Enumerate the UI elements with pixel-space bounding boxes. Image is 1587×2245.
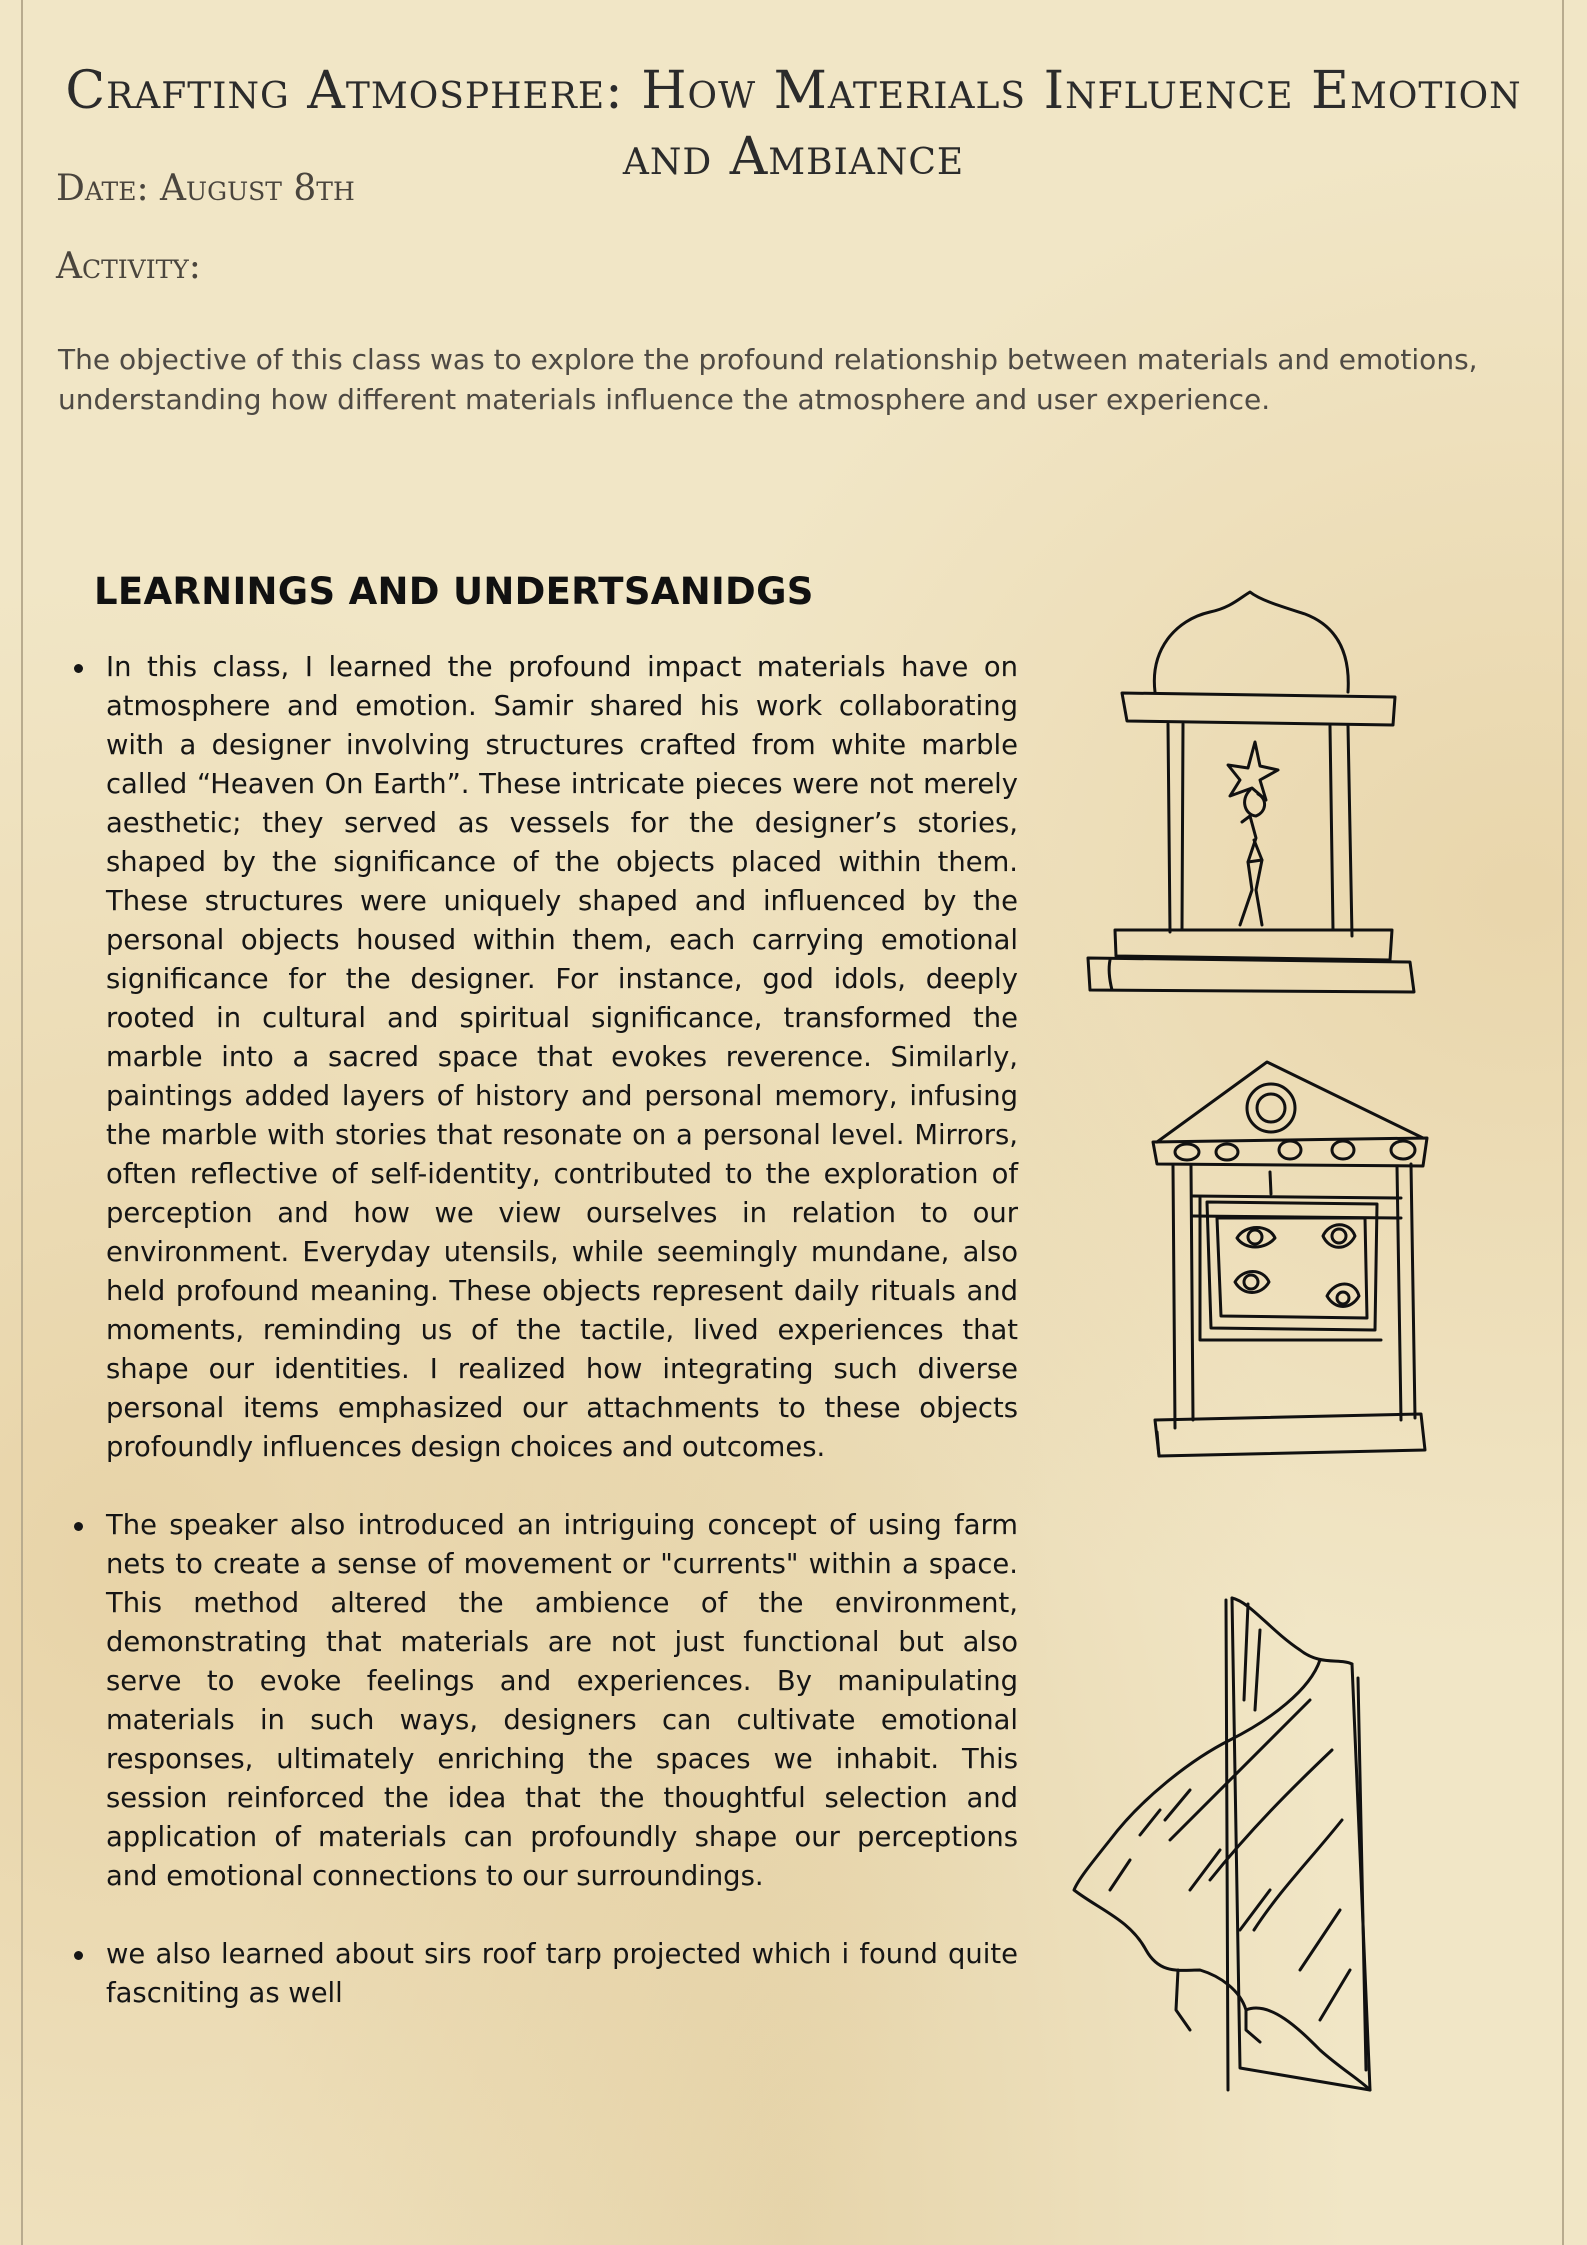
- page-border-right: [1562, 0, 1564, 2245]
- activity-label: Activity:: [56, 246, 201, 287]
- learning-item: we also learned about sirs roof tarp projected which i found quite fascniting as well: [106, 1935, 1018, 2013]
- learnings-list: [60, 648, 1018, 2013]
- draped-fabric-sketch-icon: [1070, 1590, 1390, 2100]
- objective-text: The objective of this class was to explore the profound relationship between materials and emotions, understanding how different materials influence the atmosphere and user experience.: [58, 343, 1478, 416]
- learnings-heading: LEARNINGS AND UNDERTSANIDGS: [94, 570, 814, 613]
- domed-shrine-sketch-icon: [1080, 590, 1425, 1000]
- page-border-left: [21, 0, 23, 2245]
- learning-item: In this class, I learned the profound impact materials have on atmosphere and emotion. Samir shared his work collaborating with a designer involving structures crafted from white marble called “Heaven On Earth”. These intricate pieces were not merely aesthetic; they served as vessels for the designer’s stories, shaped by the significance of the objects placed within them. These structures were uniquely shaped and influenced by the personal objects housed within them, each carrying emotional significance for the designer. For instance, god idols, deeply rooted in cultural and spiritual significance, transformed the marble into a sacred space that evokes reverence. Similarly, paintings added layers of history and personal memory, infusing the marble with stories that resonate on a personal level. Mirrors, often reflective of self-identity, contributed to the exploration of perception and how we view ourselves in relation to our environment. Everyday utensils, while seemingly mundane, also held profound meaning. These objects represent daily rituals and moments, reminding us of the tactile, lived experiences that shape our identities. I realized how integrating such diverse personal items emphasized our attachments to these objects profoundly influences design choices and outcomes.: [106, 648, 1018, 1467]
- learning-item: The speaker also introduced an intriguing concept of using farm nets to create a sense of movement or "currents" within a space. This method altered the ambience of the environment, demonstrating that materials are not just functional but also serve to evoke feelings and experiences. By manipulating materials in such ways, designers can cultivate emotional responses, ultimately enriching the spaces we inhabit. This session reinforced the idea that the thoughtful selection and application of materials can profoundly shape our perceptions and emotional connections to our surroundings.: [106, 1506, 1018, 1896]
- page-title: Crafting Atmosphere: How Materials Influence Emotion and Ambiance: [65, 61, 1522, 187]
- date-label: Date: August 8th: [56, 168, 355, 209]
- temple-frame-with-eyes-sketch-icon: [1145, 1060, 1435, 1470]
